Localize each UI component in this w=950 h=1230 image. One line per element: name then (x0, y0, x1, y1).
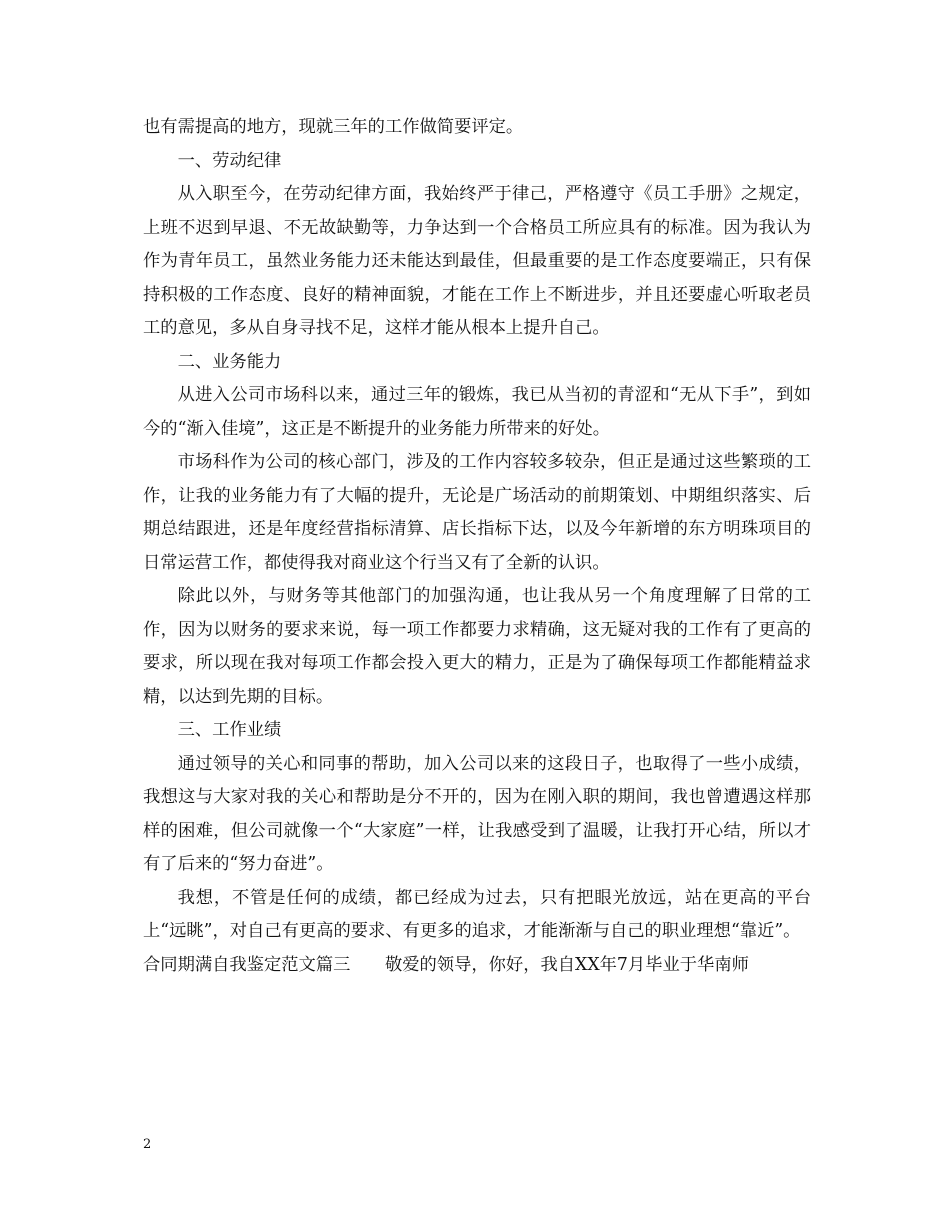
paragraph-continuation: 也有需提高的地方，现就三年的工作做简要评定。 (143, 117, 524, 137)
paragraph-business-ability-3: 除此以外，与财务等其他部门的加强沟通，也让我从另一个角度理解了日常的工作，因为以财务的要求来说，每一项工作都要力求精确，这无疑对我的工作有了更高的要求，所以现在我对每项工作都会投入更大的精力，正是为了确保每项工作都能精益求精，以达到先期的目标。 (143, 586, 811, 707)
paragraph-business-ability-1: 从进入公司市场科以来，通过三年的锻炼，我已从当初的青涩和“无从下手”，到如今的“渐入佳境”，这正是不断提升的业务能力所带来的好处。 (143, 385, 811, 439)
section-heading-labor-discipline: 一、劳动纪律 (177, 150, 282, 171)
paragraph-labor-discipline: 从入职至今，在劳动纪律方面，我始终严于律己，严格遵守《员工手册》之规定，上班不迟到早退、不无故缺勤等，力争达到一个合格员工所应具有的标准。因为我认为作为青年员工，虽然业务能力还未能达到最佳，但最重要的是工作态度要端正，只有保持积极的工作态度、良好的精神面貌，才能在工作上不断进步，并且还要虚心听取老员工的意见，多从自身寻找不足，这样才能从根本上提升自己。 (143, 184, 811, 338)
paragraph-work-performance-2: 我想，不管是任何的成绩，都已经成为过去，只有把眼光放远，站在更高的平台上“远眺”，对自己有更高的要求、有更多的追求，才能渐渐与自己的职业理想“靠近”。 (143, 887, 811, 941)
page-number: 2 (143, 1137, 152, 1152)
section-heading-work-performance: 三、工作业绩 (177, 720, 282, 740)
document-body (143, 111, 811, 982)
paragraph-next-article: 合同期满自我鉴定范文篇三 敬爱的领导，你好，我自XX年7月毕业于华南师 (143, 954, 749, 975)
paragraph-business-ability-2: 市场科作为公司的核心部门，涉及的工作内容较多较杂，但正是通过这些繁琐的工作，让我的业务能力有了大幅的提升，无论是广场活动的前期策划、中期组织落实、后期总结跟进，还是年度经营指标清算、店长指标下达，以及今年新增的东方明珠项目的日常运营工作，都使得我对商业这个行当又有了全新的认识。 (143, 452, 811, 573)
section-heading-business-ability: 二、业务能力 (177, 351, 282, 372)
paragraph-work-performance-1: 通过领导的关心和同事的帮助，加入公司以来的这段日子，也取得了一些小成绩，我想这与大家对我的关心和帮助是分不开的，因为在刚入职的期间，我也曾遭遇这样那样的困难，但公司就像一个“大家庭”一样，让我感受到了温暖，让我打开心结，所以才有了后来的“努力奋进”。 (143, 753, 811, 874)
